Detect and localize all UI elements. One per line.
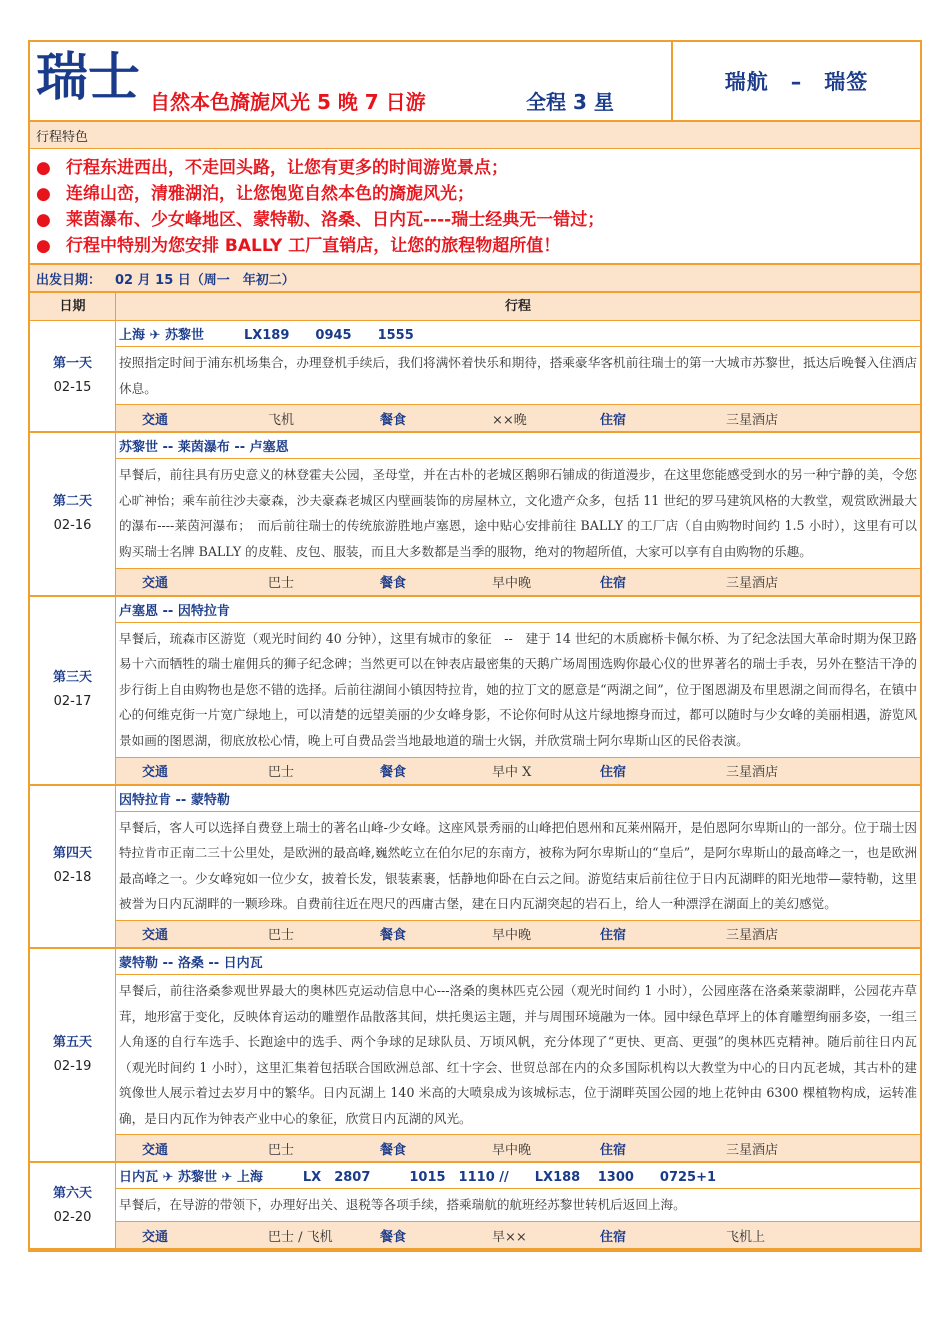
day-list [30, 321, 920, 1250]
route-line [116, 1163, 920, 1189]
tour-subtitle: 自然本色旖旎风光 5 晚 7 日游 [150, 90, 426, 114]
transport-label: 交通 [142, 576, 169, 592]
day-date: 02-17 [53, 694, 92, 710]
hotel-label: 住宿 [600, 1229, 627, 1245]
departure-label: 出发日期： [36, 272, 102, 288]
feature-item [36, 181, 914, 207]
feature-text: 莱茵瀑布、少女峰地区、蒙特勒、洛桑、日内瓦----瑞士经典无一错过； [66, 210, 605, 230]
transport-value: 巴士 [268, 576, 295, 592]
feature-text: 行程东进西出，不走回头路，让您有更多的时间游览景点； [66, 158, 508, 178]
column-header [30, 293, 920, 321]
airline-visa: 瑞航 – 瑞签 [724, 70, 869, 94]
transport-value: 飞机 [268, 412, 295, 428]
day-info-bar [116, 1222, 920, 1248]
day-date-cell [30, 786, 116, 947]
meals-label: 餐食 [380, 412, 407, 428]
day-description: 早餐后，客人可以选择自费登上瑞士的著名山峰-少女峰。这座风景秀丽的山峰把伯恩州和瓦莱州隔开，是伯恩阿尔卑斯山的一部分。位于瑞士因特拉肯市正南二三十公里处，是欧洲的最高峰,巍然屹立在伯尔尼的东南方，被称为阿尔卑斯山的“皇后”，是阿尔卑斯山的最高峰之一，也是欧洲最高峰之一。少女峰宛如一位少女，披着长发，银装素裹，恬静地仰卧在白云之间。游览结束后前往位于日内瓦湖畔的阳光地带—蒙特勒，这里被誉为日内瓦湖畔的一颗珍珠。自费前往近在咫尺的西庸古堡，建在日内瓦湖突起的岩石上，给人一种漂浮在湖面上的美幻感觉。 [116, 812, 920, 921]
day-row [30, 949, 920, 1164]
bullet-icon: ● [36, 210, 51, 230]
flight-info: LX 2807 1015 1110 // LX188 1300 0725+1 [302, 1170, 717, 1186]
day-date-cell [30, 433, 116, 594]
route-text: 蒙特勒 -- 洛桑 -- 日内瓦 [119, 955, 263, 971]
feature-text: 行程中特别为您安排 BALLY 工厂直销店，让您的旅程物超所值！ [66, 236, 561, 256]
header-title-area [30, 42, 673, 120]
bullet-icon: ● [36, 184, 51, 204]
features-list [30, 149, 920, 265]
feature-text: 连绵山峦，清雅湖泊，让您饱览自然本色的旖旎风光； [66, 184, 474, 204]
hotel-value: 飞机上 [726, 1229, 766, 1245]
meals-value: 早×× [492, 1229, 527, 1245]
day-label: 第五天 [52, 1035, 92, 1051]
day-info-bar [116, 1135, 920, 1161]
route-text: 因特拉肯 -- 蒙特勒 [119, 792, 230, 808]
day-description: 按照指定时间于浦东机场集合，办理登机手续后，我们将满怀着快乐和期待，搭乘豪华客机前往瑞士的第一大城市苏黎世，抵达后晚餐入住酒店休息。 [116, 347, 920, 405]
hotel-label: 住宿 [600, 765, 627, 781]
day-label: 第三天 [52, 670, 92, 686]
day-description: 早餐后，在导游的带领下，办理好出关、退税等各项手续，搭乘瑞航的航班经苏黎世转机后返回上海。 [116, 1189, 920, 1222]
day-label: 第一天 [52, 356, 92, 372]
route-text: 日内瓦 ✈ 苏黎世 ✈ 上海 [119, 1170, 263, 1186]
day-label: 第四天 [52, 846, 92, 862]
day-description: 早餐后，前往具有历史意义的林登霍夫公园，圣母堂，并在古朴的老城区鹅卵石铺成的街道漫步，在这里您能感受到水的另一种宁静的美，令您心旷神怡；乘车前往沙夫豪森，沙夫豪森老城区内壁画装饰的房屋林立，文化遗产众多，包括 11 世纪的罗马建筑风格的大教堂，观赏欧洲最大的瀑布----莱茵河瀑布； 而后前往瑞士的传统旅游胜地卢塞恩，途中贴心安排前往 BALLY 的工厂店（自由购物时间约 1.5 小时），这里有可以购买瑞士名牌 BALLY 的皮鞋、皮包、服装，而且大多数都是当季的服物，绝对的物超所值，大家可以享有自由购物的乐趣。 [116, 459, 920, 568]
hotel-value: 三星酒店 [726, 1142, 779, 1158]
day-info-bar [116, 921, 920, 947]
day-description: 早餐后，琉森市区游览（观光时间约 40 分钟），这里有城市的象征 -- 建于 14 世纪的木质廊桥卡佩尔桥、为了纪念法国大革命时期为保卫路易十六而牺牲的瑞士雇佣兵的狮子纪念碑；当然更可以在钟表店最密集的天鹅广场周围选购你最心仪的世界著名的瑞士手表，另外在整洁干净的步行街上自由购物也是您不错的选择。后前往湖间小镇因特拉肯，她的拉丁文的愿意是“两湖之间”，位于图恩湖及布里恩湖之间而得名，在镇中心的何维克街一片宽广绿地上，可以清楚的远望美丽的少女峰身影，不论你何时从这片绿地擦身而过，都可以随时与少女峰的美丽相遇，游览风景如画的图恩湖，彻底放松心情，晚上可自费品尝当地最地道的瑞士火锅，并欣赏瑞士阿尔卑斯山区的民俗表演。 [116, 623, 920, 758]
day-date: 02-20 [53, 1209, 92, 1225]
departure-row [30, 265, 920, 293]
meals-label: 餐食 [380, 1142, 407, 1158]
transport-value: 巴士 [268, 928, 295, 944]
date-column-header: 日期 [30, 293, 116, 320]
day-date-cell [30, 1163, 116, 1248]
day-info-bar [116, 758, 920, 784]
hotel-value: 三星酒店 [726, 412, 779, 428]
itinerary-sheet [28, 40, 922, 1252]
day-date: 02-16 [53, 517, 92, 533]
day-info-bar [116, 569, 920, 595]
route-line [116, 597, 920, 623]
hotel-label: 住宿 [600, 412, 627, 428]
day-date: 02-18 [53, 870, 92, 886]
day-date: 02-19 [53, 1059, 92, 1075]
transport-value: 巴士 [268, 765, 295, 781]
day-row [30, 597, 920, 786]
route-text: 卢塞恩 -- 因特拉肯 [119, 603, 230, 619]
day-date-cell [30, 597, 116, 784]
transport-label: 交通 [142, 412, 169, 428]
day-content [116, 321, 920, 431]
day-row [30, 786, 920, 949]
day-content [116, 949, 920, 1162]
day-content [116, 597, 920, 784]
day-row [30, 321, 920, 433]
feature-item [36, 233, 914, 259]
itinerary-column-header: 行程 [504, 299, 531, 314]
header [30, 42, 920, 122]
day-info-bar [116, 405, 920, 431]
meals-value: 早中 X [492, 765, 532, 781]
meals-label: 餐食 [380, 576, 407, 592]
day-row [30, 1163, 920, 1250]
meals-value: 早中晚 [492, 928, 532, 944]
flight-info: LX189 0945 1555 [243, 328, 414, 343]
star-rating: 全程 3 星 [526, 90, 614, 114]
day-content [116, 433, 920, 594]
meals-value: ××晚 [492, 412, 527, 428]
day-date: 02-15 [53, 380, 92, 396]
route-line [116, 321, 920, 347]
meals-label: 餐食 [380, 1229, 407, 1245]
hotel-label: 住宿 [600, 928, 627, 944]
transport-value: 巴士 [268, 1142, 295, 1158]
route-line [116, 786, 920, 812]
route-line [116, 433, 920, 459]
transport-label: 交通 [142, 765, 169, 781]
route-text: 上海 ✈ 苏黎世 [119, 328, 204, 343]
departure-date: 02 月 15 日（周一 年初二） [115, 272, 295, 288]
transport-value: 巴士 / 飞机 [268, 1229, 333, 1245]
transport-label: 交通 [142, 1142, 169, 1158]
day-label: 第二天 [52, 493, 92, 509]
meals-label: 餐食 [380, 928, 407, 944]
brand-title: 瑞士 [36, 48, 141, 108]
bullet-icon: ● [36, 158, 51, 178]
meals-value: 早中晚 [492, 1142, 532, 1158]
route-line [116, 949, 920, 975]
feature-item [36, 155, 914, 181]
hotel-value: 三星酒店 [726, 928, 779, 944]
day-date-cell [30, 321, 116, 431]
meals-label: 餐食 [380, 765, 407, 781]
day-row [30, 433, 920, 596]
route-text: 苏黎世 -- 莱茵瀑布 -- 卢塞恩 [119, 440, 289, 456]
hotel-value: 三星酒店 [726, 765, 779, 781]
day-content [116, 1163, 920, 1248]
transport-label: 交通 [142, 928, 169, 944]
day-date-cell [30, 949, 116, 1162]
features-label: 行程特色 [30, 122, 920, 149]
hotel-value: 三星酒店 [726, 576, 779, 592]
transport-label: 交通 [142, 1229, 169, 1245]
hotel-label: 住宿 [600, 576, 627, 592]
day-content [116, 786, 920, 947]
meals-value: 早中晚 [492, 576, 532, 592]
day-label: 第六天 [52, 1185, 92, 1201]
feature-item [36, 207, 914, 233]
hotel-label: 住宿 [600, 1142, 627, 1158]
day-description: 早餐后，前往洛桑参观世界最大的奥林匹克运动信息中心---洛桑的奥林匹克公园（观光时间约 1 小时），公园座落在洛桑莱蒙湖畔，公园花卉草茸，地形富于变化，反映体育运动的雕塑作品散落其间，烘托奥运主题，并与周围环境融为一体。园中绿色草坪上的体育雕塑绚丽多姿，一组三人角逐的自行车选手、长跑途中的选手、两个争球的足球队员、万顷风帆，充分体现了“更快、更高、更强”的奥林匹克精神。随后前往日内瓦（观光时间约 1 小时），这里汇集着包括联合国欧洲总部、红十字会、世贸总部在内的众多国际机构以大教堂为中心的日内瓦老城，其古朴的建筑像世人展示着过去岁月中的繁华。日内瓦湖上 140 米高的大喷泉成为该城标志，位于湖畔英国公园的地上花钟由 6300 棵植物构成，运转准确，是日内瓦作为钟表产业中心的象征，欣赏日内瓦湖的风光。 [116, 975, 920, 1136]
bullet-icon: ● [36, 236, 51, 256]
